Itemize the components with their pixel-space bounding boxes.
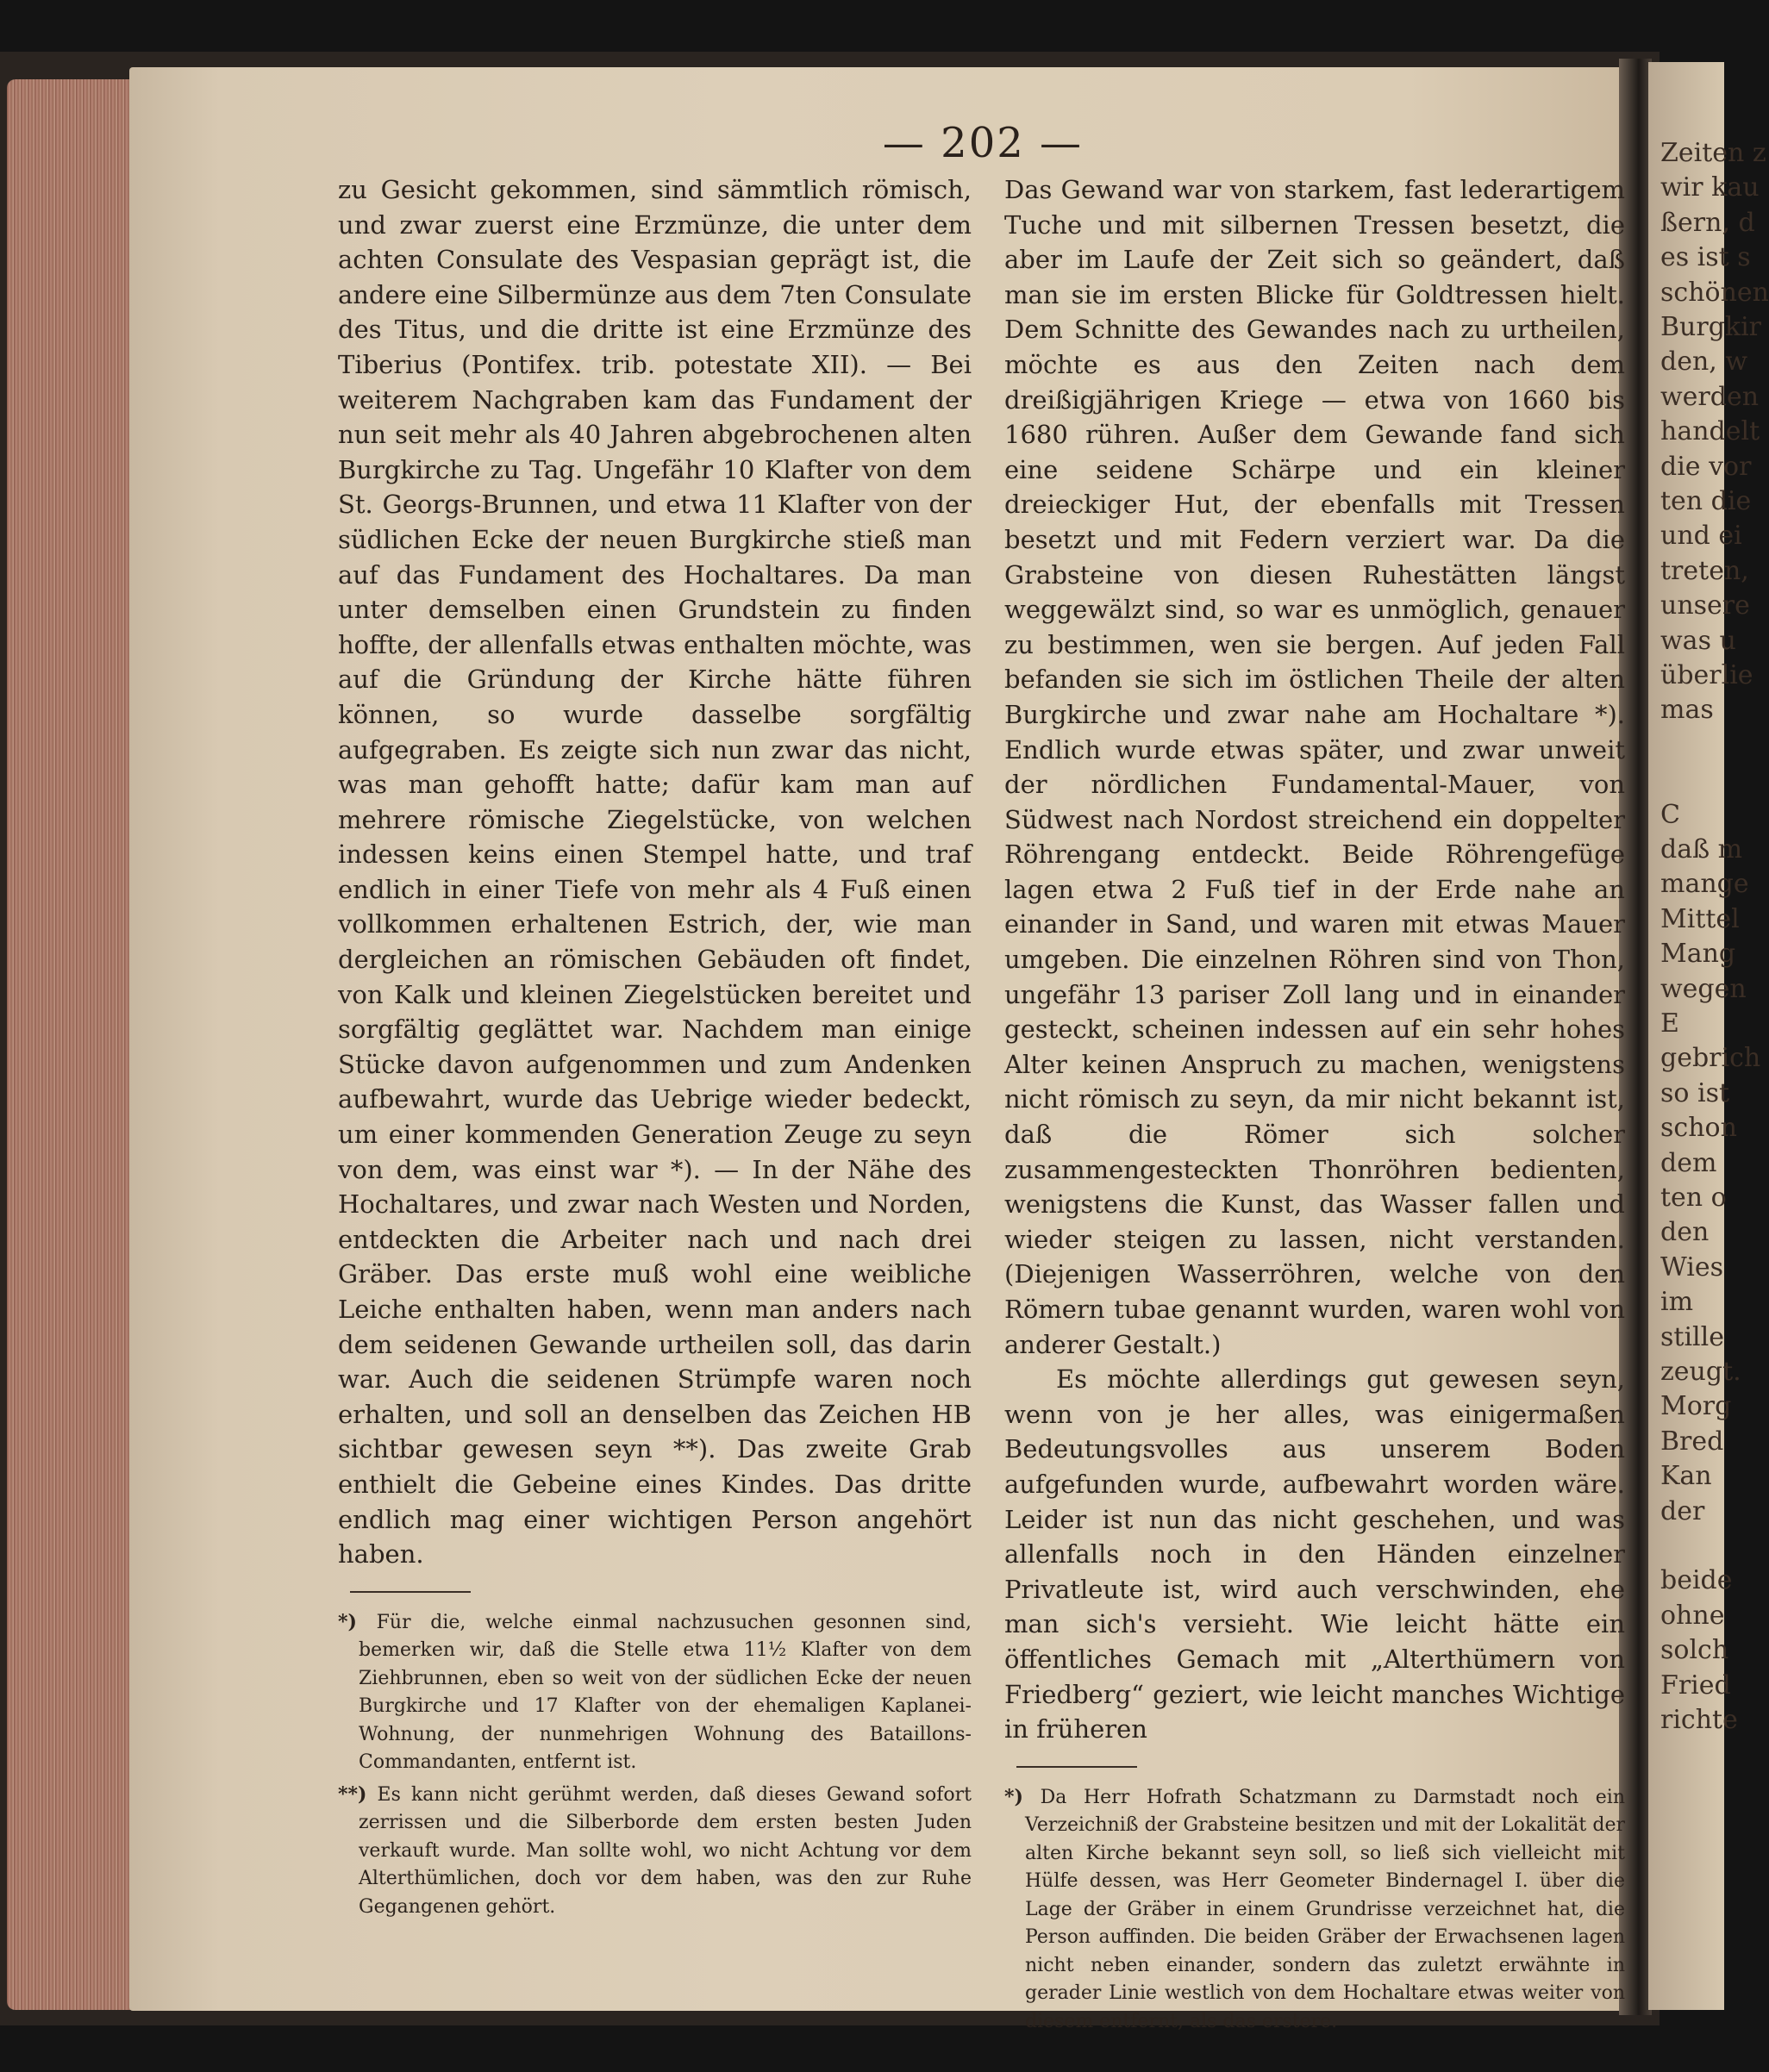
- next-page-fragment: Mittel: [1660, 903, 1740, 934]
- next-page-fragment: ten die: [1660, 486, 1752, 516]
- next-page-fragment: ohne: [1660, 1600, 1725, 1631]
- next-page-fragment: gebrich: [1660, 1043, 1761, 1074]
- next-page-fragment: Morg: [1660, 1391, 1732, 1422]
- next-page-fragment: schon: [1660, 1113, 1737, 1144]
- next-page-fragment: den: [1660, 1217, 1710, 1248]
- next-page-fragment: wir kau: [1660, 172, 1760, 203]
- next-page-fragment: dem: [1660, 1147, 1717, 1178]
- footnote: [1004, 1783, 1625, 2037]
- next-page-fragment: Wies: [1660, 1251, 1724, 1283]
- footnote-mark: *): [1004, 1785, 1023, 1808]
- next-page-fragment: C: [1660, 799, 1680, 830]
- footnote: [338, 1608, 972, 1777]
- next-page-fragment: so ist: [1660, 1077, 1730, 1108]
- next-page-fragment: und ei: [1660, 521, 1742, 552]
- right-body-text-2: Es möchte allerdings gut gewesen seyn, wenn von je her alles, was einigermaßen Bedeutungsvolles aus unserem Boden aufgefunden wurde, aufbewahrt worden wäre. Leider ist nun das nicht geschehen, und was allenfalls noch in den Händen einzelner Privatleute ist, wird auch verschwinden, ehe man sich's versieht. Wie leicht hätte ein öffentliches Gemach mit „Alterthümern von Friedberg“ geziert, wie leicht manches Wichtige in früheren: [1004, 1364, 1625, 1744]
- next-page-fragment: ten o: [1660, 1183, 1727, 1213]
- next-page-fragment: im: [1660, 1287, 1694, 1318]
- next-page-fragment: unsere: [1660, 590, 1750, 621]
- footnote-mark: *): [338, 1610, 357, 1633]
- next-page-fragment: Mang: [1660, 939, 1736, 970]
- next-page-fragment: stille: [1660, 1321, 1724, 1352]
- next-page-edge: [1648, 62, 1769, 2010]
- footnote: [338, 1781, 972, 1922]
- right-column: [1004, 172, 1625, 2039]
- left-body-text: zu Gesicht gekommen, sind sämmtlich römisch, und zwar zuerst eine Erzmünze, die unter dem achten Consulate des Vespasian geprägt ist, die andere eine Silbermünze aus dem 7ten Consulate des Titus, und die dritte ist eine Erzmünze des Tiberius (Pontifex. trib. potestate XII). — Bei weiterem Nachgraben kam das Fundament der nun seit mehr als 40 Jahren abgebrochenen alten Burgkirche zu Tag. Ungefähr 10 Klafter von dem St. Georgs-Brunnen, und etwa 11 Klafter von der südlichen Ecke der neuen Burgkirche stieß man auf das Fundament des Hochaltares. Da man unter demselben einen Grundstein zu finden hoffte, der allenfalls etwas enthalten möchte, was auf die Gründung der Kirche hätte führen können, so wurde dasselbe sorgfältig aufgegraben. Es zeigte sich nun zwar das nicht, was man gehofft hatte; dafür kam man auf mehrere römische Ziegelstücke, von welchen indessen keins einen Stempel hatte, und traf endlich in einer Tiefe von mehr als 4 Fuß einen vollkommen erhaltenen Estrich, der, wie man dergleichen an römischen Gebäuden oft findet, von Kalk und kleinen Ziegelstücken bereitet und sorgfältig geglättet war. Nachdem man einige Stücke davon aufgenommen und zum Andenken aufbewahrt, wurde das Uebrige wieder bedeckt, um einer kommenden Generation Zeuge zu seyn von dem, was einst war *). — In der Nähe des Hochaltares, und zwar nach Westen und Norden, entdeckten die Arbeiter nach und nach drei Gräber. Das erste muß wohl eine weibliche Leiche enthalten haben, wenn man anders nach dem seidenen Gewande urtheilen soll, das darin war. Auch die seidenen Strümpfe waren noch erhalten, und soll an denselben das Zeichen HB sichtbar gewesen seyn **). Das zweite Grab enthielt die Gebeine eines Kindes. Das dritte endlich mag einer wichtigen Person angehört haben.: [338, 175, 972, 1570]
- next-page-fragment: beide: [1660, 1565, 1733, 1596]
- next-page-fragment: richte: [1660, 1705, 1738, 1735]
- next-page-fragment: die vor: [1660, 451, 1752, 482]
- footnote-text: Es kann nicht gerühmt werden, daß dieses Gewand sofort zerrissen und die Silberborde dem ersten besten Juden verkauft wurde. Man sollte wohl, wo nicht Achtung vor dem Alterthümlichen, doch vor dem haben, was den zur Ruhe Gegangenen gehört.: [359, 1783, 972, 1918]
- next-page-fragment: wegen: [1660, 973, 1747, 1004]
- next-page-fragment: mange: [1660, 869, 1749, 900]
- next-page-fragment: Kan: [1660, 1461, 1712, 1492]
- next-page-fragment: solch: [1660, 1635, 1729, 1666]
- right-body-text: Das Gewand war von starkem, fast lederartigem Tuche und mit silbernen Tressen besetzt, die aber im Laufe der Zeit sich so geändert, daß man sie im ersten Blicke für Goldtressen hielt. Dem Schnitte des Gewandes nach zu urtheilen, möchte es aus den Zeiten nach dem dreißigjährigen Kriege — etwa von 1660 bis 1680 rühren. Außer dem Gewande fand sich eine seidene Schärpe und ein kleiner dreieckiger Hut, der ebenfalls mit Tressen besetzt und mit Federn verziert war. Da die Grabsteine von diesen Ruhestätten längst weggewälzt sind, so war es unmöglich, genauer zu bestimmen, wen sie bergen. Auf jeden Fall befanden sie sich im östlichen Theile der alten Burgkirche und zwar nahe am Hochaltare *). Endlich wurde etwas später, und zwar unweit der nördlichen Fundamental-Mauer, von Südwest nach Nordost streichend ein doppelter Röhrengang entdeckt. Beide Röhrengefüge lagen etwa 2 Fuß tief in der Erde nahe an einander in Sand, und waren mit etwas Mauer umgeben. Die einzelnen Röhren sind von Thon, ungefähr 13 pariser Zoll lang und in einander gesteckt, scheinen indessen auf ein sehr hohes Alter keinen Anspruch zu machen, wenigstens nicht römisch zu seyn, da mir nicht bekannt ist, daß die Römer sich solcher zusammengesteckten Thonröhren bedienten, wenigstens die Kunst, das Wasser fallen und wieder steigen zu lassen, nicht verstanden. (Diejenigen Wasserröhren, welche von den Römern tubae genannt wurden, waren wohl von anderer Gestalt.): [1004, 175, 1625, 1359]
- next-page-fragment: treten,: [1660, 555, 1749, 586]
- next-page-fragment: schönen: [1660, 277, 1769, 308]
- next-page-fragment: Zeiten z: [1660, 138, 1766, 168]
- next-page-fragment: werden: [1660, 381, 1760, 412]
- next-page-fragment: den, w: [1660, 346, 1748, 378]
- left-column: [338, 172, 972, 1925]
- next-page-fragment: E: [1660, 1008, 1679, 1039]
- footnote-rule: [350, 1591, 471, 1593]
- next-page-fragment: ßern, d: [1660, 207, 1755, 238]
- next-page-fragment: was u: [1660, 625, 1736, 656]
- next-page-fragment: Burgkir: [1660, 312, 1762, 342]
- next-page-fragment: handelt: [1660, 416, 1760, 447]
- next-page-fragment: daß m: [1660, 834, 1743, 864]
- next-page-fragment: zeugt.: [1660, 1357, 1741, 1387]
- footnote-text: Für die, welche einmal nachzusuchen gesonnen sind, bemerken wir, daß die Stelle etwa 11½ Klafter von dem Ziehbrunnen, eben so weit von der südlichen Ecke der neuen Burgkirche und 17 Klafter von der ehemaligen Kaplanei-Wohnung, der nunmehrigen Wohnung des Bataillons-Commandanten, entfernt ist.: [359, 1611, 972, 1774]
- page-number: — 202 —: [882, 119, 1084, 167]
- next-page-fragment: mas: [1660, 695, 1714, 726]
- next-page-fragment: der: [1660, 1495, 1705, 1526]
- footnote-rule: [1016, 1766, 1137, 1768]
- next-page-fragment: Fried: [1660, 1669, 1731, 1701]
- next-page-fragment: überlie: [1660, 660, 1753, 690]
- footnote-mark: **): [338, 1782, 367, 1806]
- next-page-fragment: es ist s: [1660, 242, 1751, 273]
- next-page-fragment: Bred: [1660, 1426, 1724, 1457]
- footnote-text: Da Herr Hofrath Schatzmann zu Darmstadt noch ein Verzeichniß der Grabsteine besitzen und mit der Lokalität der alten Kirche bekannt seyn soll, so ließ sich vielleicht mit Hülfe dessen, was Herr Geometer Bindernagel I. über die Lage der Gräber in einem Grundrisse verzeichnet hat, die Person auffinden. Die beiden Gräber der Erwachsenen lagen nicht neben einander, sondern das zuletzt erwähnte in gerader Linie westlich von dem Hochaltare etwas weiter von diesem entfernt, als das erstere.: [1025, 1786, 1625, 2032]
